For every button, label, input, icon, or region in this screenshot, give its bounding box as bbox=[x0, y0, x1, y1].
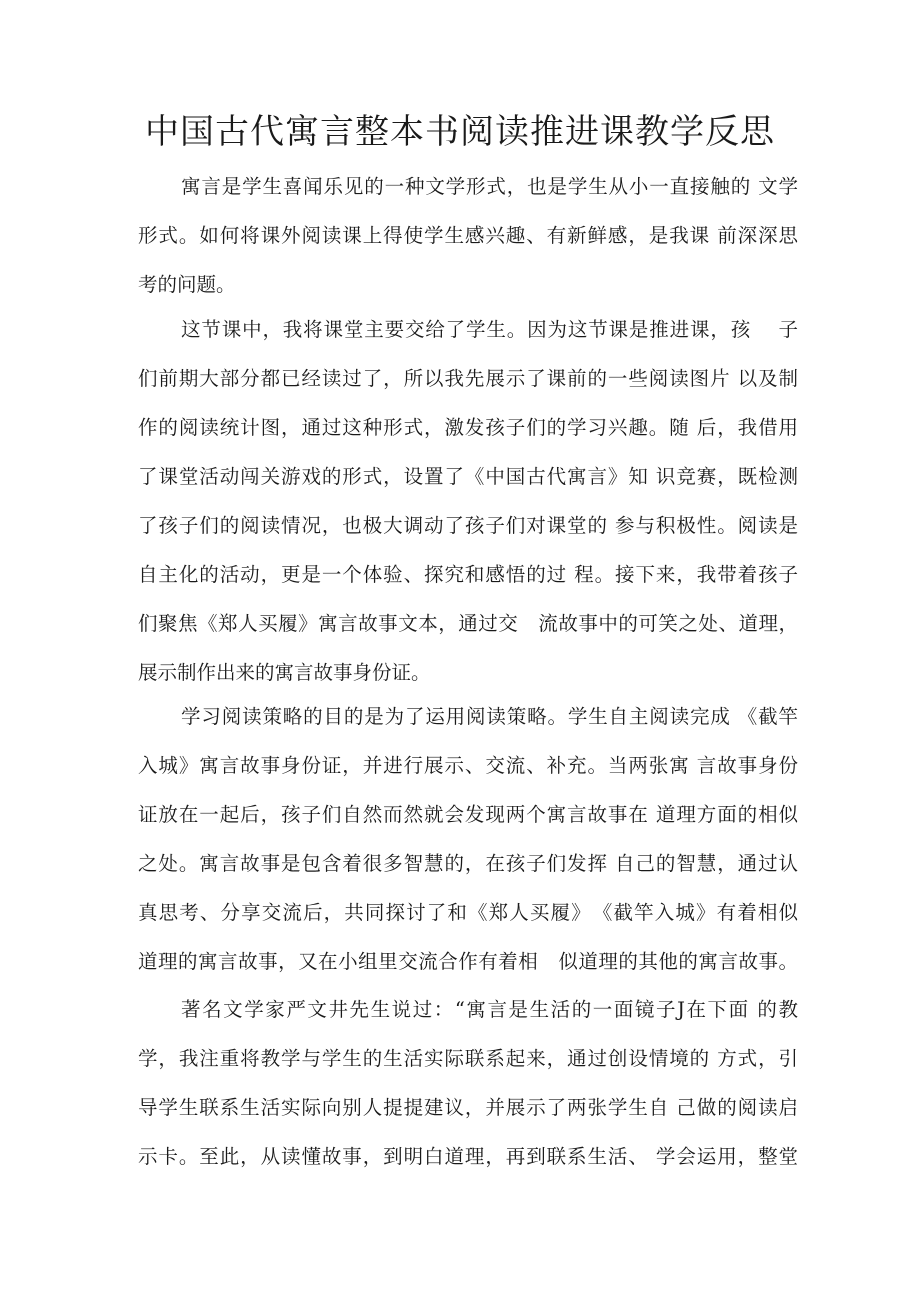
paragraph-3 bbox=[138, 692, 798, 986]
paragraph-line: 展示制作出来的寓言故事身份证。 bbox=[138, 661, 431, 684]
paragraph-line: 著名文学家严文井先生说过：“寓言是生活的一面镜子J在下面 的教 bbox=[181, 998, 798, 1021]
paragraph-line: 寓言是学生喜闻乐见的一种文学形式，也是学生从小一直接触的 文学 bbox=[181, 175, 798, 198]
paragraph-line: 自主化的活动，更是一个体验、探究和感悟的过 程。接下来，我带着孩子 bbox=[138, 563, 798, 586]
paragraph-line: 真思考、分享交流后，共同探讨了和《郑人买履》 《截竿入城》有着相似 bbox=[138, 901, 798, 924]
paragraph-line: 之处。寓言故事是包含着很多智慧的，在孩子们发挥 自己的智慧，通过认 bbox=[138, 852, 798, 875]
paragraph-4 bbox=[138, 985, 798, 1181]
paragraph-line: 入城》寓言故事身份证，并进行展示、交流、补充。当两张寓 言故事身份 bbox=[138, 754, 798, 777]
paragraph-line: 这节课中，我将课堂主要交给了学生。因为这节课是推进课，孩 子 bbox=[181, 318, 798, 341]
paragraph-line: 考的问题。 bbox=[138, 273, 236, 296]
paragraph-line: 道理的寓言故事，又在小组里交流合作有着相 似道理的其他的寓言故事。 bbox=[138, 950, 798, 973]
paragraph-line: 们前期大部分都已经读过了，所以我先展示了课前的一些阅读图片 以及制 bbox=[138, 367, 798, 390]
paragraph-line: 了孩子们的阅读情况，也极大调动了孩子们对课堂的 参与积极性。阅读是 bbox=[138, 514, 798, 537]
document-title: 中国古代寓言整本书阅读推进课教学反思 bbox=[145, 112, 775, 152]
paragraph-line: 证放在一起后，孩子们自然而然就会发现两个寓言故事在 道理方面的相似 bbox=[138, 803, 798, 826]
paragraph-line: 们聚焦《郑人买履》寓言故事文本，通过交 流故事中的可笑之处、道理， bbox=[138, 612, 798, 635]
paragraph-line: 学，我注重将教学与学生的生活实际联系起来，通过创设情境的 方式，引 bbox=[138, 1047, 798, 1070]
paragraph-1 bbox=[138, 162, 798, 309]
paragraph-line: 导学生联系生活实际向别人提提建议，并展示了两张学生自 己做的阅读启 bbox=[138, 1096, 798, 1119]
paragraph-line: 形式。如何将课外阅读课上得使学生感兴趣、有新鲜感，是我课 前深深思 bbox=[138, 224, 798, 247]
paragraph-2 bbox=[138, 305, 798, 697]
paragraph-line: 学习阅读策略的目的是为了运用阅读策略。学生自主阅读完成 《截竿 bbox=[181, 705, 798, 728]
paragraph-line: 作的阅读统计图，通过这种形式，激发孩子们的学习兴趣。随 后，我借用 bbox=[138, 416, 798, 439]
paragraph-line: 了课堂活动闯关游戏的形式，设置了《中国古代寓言》知 识竞赛，既检测 bbox=[138, 465, 798, 488]
paragraph-line: 示卡。至此，从读懂故事，到明白道理，再到联系生活、 学会运用，整堂 bbox=[138, 1145, 798, 1168]
